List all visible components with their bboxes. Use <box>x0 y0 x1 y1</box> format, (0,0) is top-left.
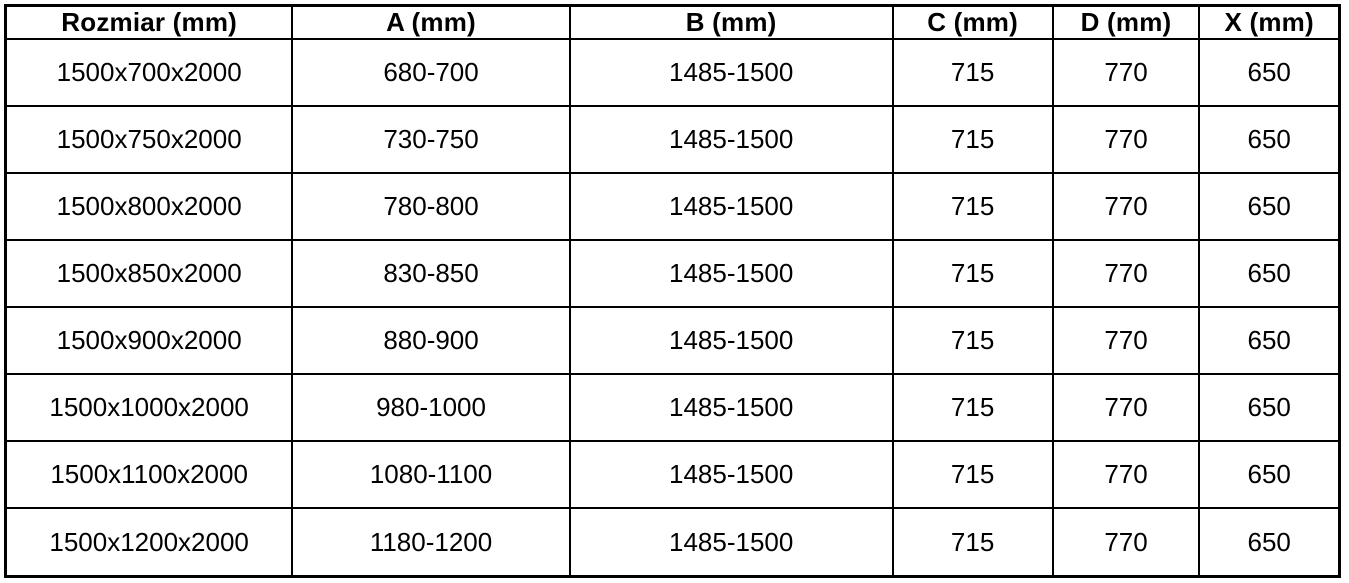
table-cell-rozmiar: 1500x900x2000 <box>6 307 293 374</box>
table-cell-a: 780-800 <box>292 173 569 240</box>
table-cell-a: 880-900 <box>292 307 569 374</box>
table-cell-x: 650 <box>1199 106 1339 173</box>
table-cell-d: 770 <box>1053 240 1200 307</box>
table-row <box>6 508 1340 576</box>
table-cell-d: 770 <box>1053 374 1200 441</box>
table-cell-c: 715 <box>893 508 1053 576</box>
table-cell-d: 770 <box>1053 173 1200 240</box>
table-cell-b: 1485-1500 <box>570 106 893 173</box>
table-cell-a: 1080-1100 <box>292 441 569 508</box>
table-cell-rozmiar: 1500x700x2000 <box>6 39 293 106</box>
table-row <box>6 173 1340 240</box>
table-cell-x: 650 <box>1199 240 1339 307</box>
table-cell-d: 770 <box>1053 508 1200 576</box>
table-cell-c: 715 <box>893 106 1053 173</box>
table-cell-b: 1485-1500 <box>570 508 893 576</box>
table-cell-x: 650 <box>1199 173 1339 240</box>
table-cell-d: 770 <box>1053 106 1200 173</box>
column-header-a: A (mm) <box>292 6 569 40</box>
table-row <box>6 106 1340 173</box>
table-row <box>6 39 1340 106</box>
dimensions-table <box>4 4 1341 578</box>
column-header-x: X (mm) <box>1199 6 1339 40</box>
table-row <box>6 441 1340 508</box>
table-cell-x: 650 <box>1199 508 1339 576</box>
table-row <box>6 374 1340 441</box>
table-cell-c: 715 <box>893 307 1053 374</box>
table-cell-a: 1180-1200 <box>292 508 569 576</box>
table-row <box>6 307 1340 374</box>
table-cell-c: 715 <box>893 441 1053 508</box>
table-cell-c: 715 <box>893 39 1053 106</box>
table-cell-a: 980-1000 <box>292 374 569 441</box>
column-header-rozmiar: Rozmiar (mm) <box>6 6 293 40</box>
table-cell-d: 770 <box>1053 39 1200 106</box>
table-cell-d: 770 <box>1053 441 1200 508</box>
table-cell-b: 1485-1500 <box>570 39 893 106</box>
header-row <box>6 6 1340 40</box>
table-cell-c: 715 <box>893 240 1053 307</box>
table-cell-b: 1485-1500 <box>570 374 893 441</box>
table-cell-b: 1485-1500 <box>570 173 893 240</box>
table-cell-rozmiar: 1500x850x2000 <box>6 240 293 307</box>
table-cell-a: 830-850 <box>292 240 569 307</box>
column-header-b: B (mm) <box>570 6 893 40</box>
table-cell-a: 680-700 <box>292 39 569 106</box>
table-cell-rozmiar: 1500x1000x2000 <box>6 374 293 441</box>
table-cell-rozmiar: 1500x800x2000 <box>6 173 293 240</box>
column-header-d: D (mm) <box>1053 6 1200 40</box>
table-cell-d: 770 <box>1053 307 1200 374</box>
table-cell-x: 650 <box>1199 307 1339 374</box>
table-cell-a: 730-750 <box>292 106 569 173</box>
table-cell-b: 1485-1500 <box>570 441 893 508</box>
table-cell-c: 715 <box>893 173 1053 240</box>
table-cell-x: 650 <box>1199 441 1339 508</box>
table-cell-rozmiar: 1500x750x2000 <box>6 106 293 173</box>
table-cell-b: 1485-1500 <box>570 240 893 307</box>
column-header-c: C (mm) <box>893 6 1053 40</box>
table-cell-x: 650 <box>1199 374 1339 441</box>
table-cell-rozmiar: 1500x1100x2000 <box>6 441 293 508</box>
table-cell-x: 650 <box>1199 39 1339 106</box>
table-row <box>6 240 1340 307</box>
table-cell-b: 1485-1500 <box>570 307 893 374</box>
table-cell-c: 715 <box>893 374 1053 441</box>
table-cell-rozmiar: 1500x1200x2000 <box>6 508 293 576</box>
